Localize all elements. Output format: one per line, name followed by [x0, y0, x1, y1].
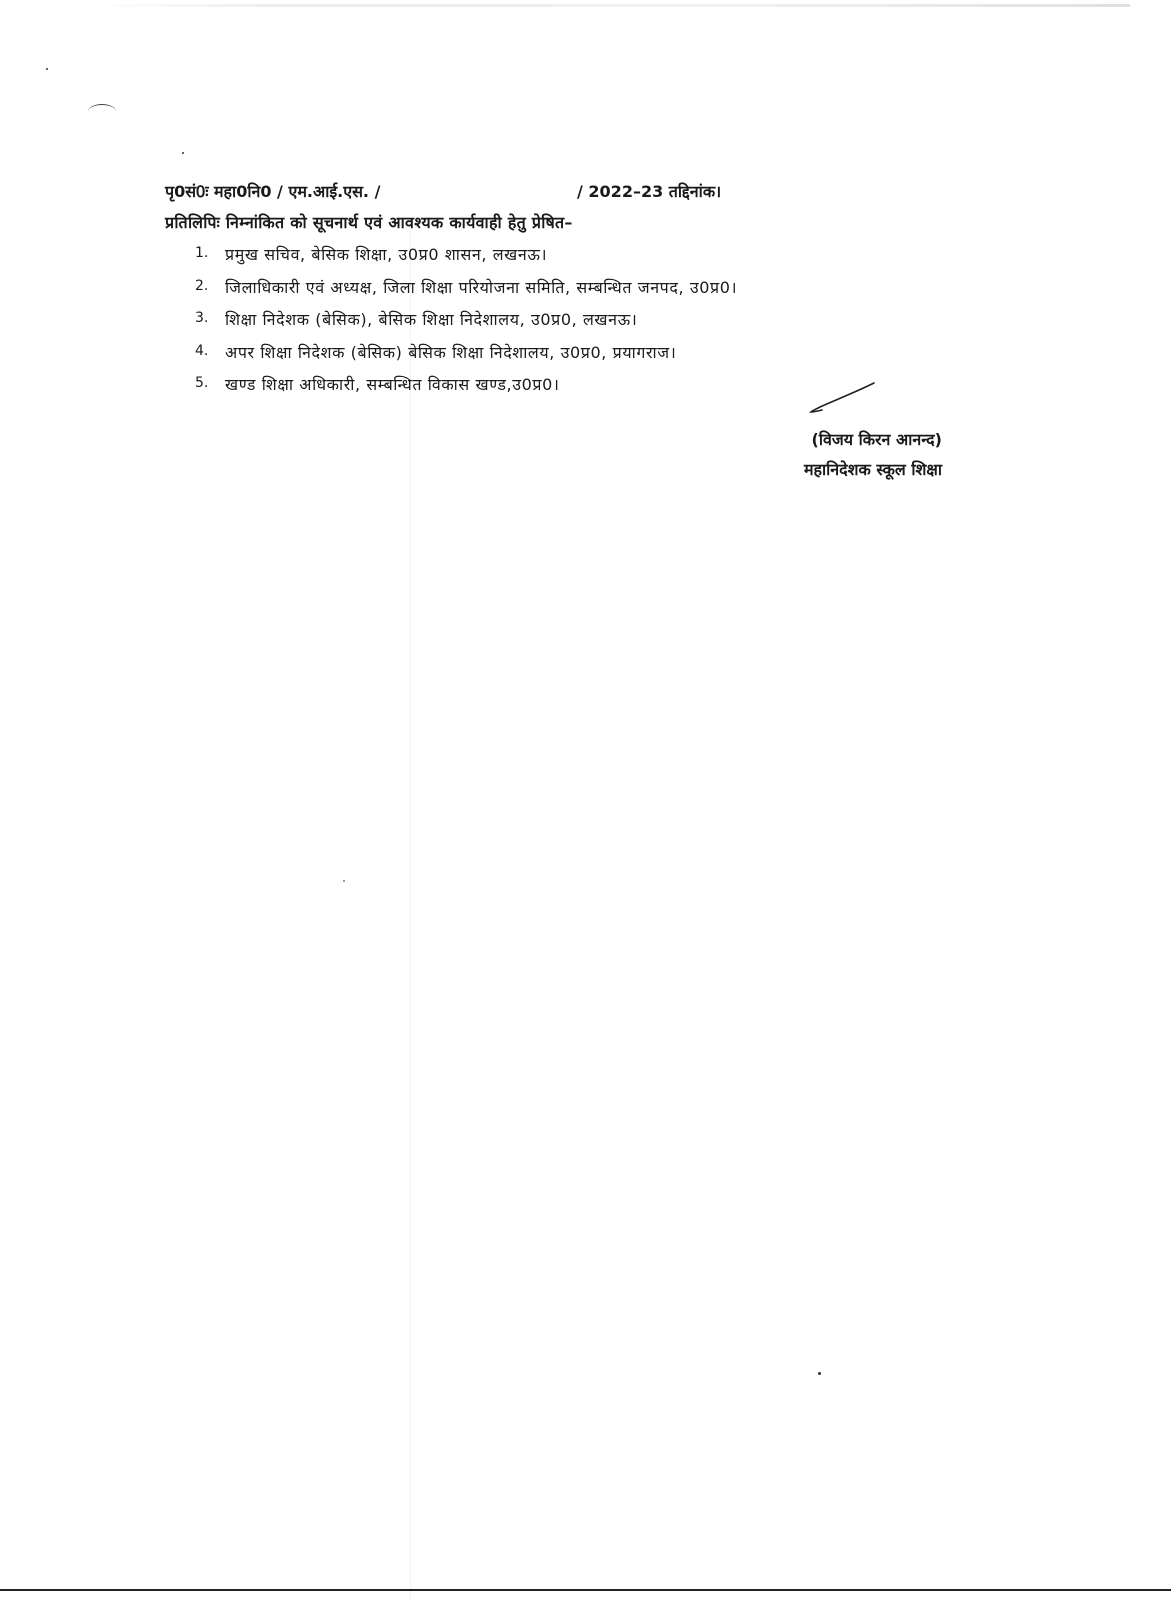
reference-line	[165, 180, 722, 202]
list-item-text: खण्ड शिक्षा अधिकारी, सम्बन्धित विकास खण्ड,उ0प्र0।	[225, 375, 560, 394]
signatory-block	[680, 425, 942, 485]
signatory-name: (विजय किरन आनन्द)	[811, 430, 942, 449]
list-item	[195, 276, 737, 309]
scan-bottom-edge	[0, 1589, 1171, 1591]
list-item-text: जिलाधिकारी एवं अध्यक्ष, जिला शिक्षा परियोजना समिति, सम्बन्धित जनपद, उ0प्र0।	[225, 277, 738, 297]
list-item	[195, 341, 737, 374]
signatory-designation: महानिदेशक स्कूल शिक्षा	[803, 460, 942, 479]
scan-corner-mark	[88, 104, 116, 119]
list-item	[195, 373, 737, 406]
scan-speck	[182, 152, 184, 154]
scan-top-edge	[90, 4, 1130, 7]
scan-speck	[818, 1372, 821, 1375]
copy-forward-heading: प्रतिलिपिः निम्नांकित को सूचनार्थ एवं आवश्यक कार्यवाही हेतु प्रेषित–	[165, 213, 573, 232]
scan-speck	[46, 68, 48, 70]
list-item-text: शिक्षा निदेशक (बेसिक), बेसिक शिक्षा निदेशालय, उ0प्र0, लखनऊ।	[225, 310, 638, 329]
reference-number: पृ0सं0ः महा0नि0 / एम.आई.एस. /	[165, 182, 381, 201]
recipient-list	[195, 243, 737, 406]
list-item	[195, 308, 737, 341]
scan-fold-shadow	[410, 230, 411, 1600]
reference-year-date: / 2022–23 तद्दिनांक।	[577, 182, 722, 201]
list-item	[195, 243, 737, 276]
list-item-text: अपर शिक्षा निदेशक (बेसिक) बेसिक शिक्षा निदेशालय, उ0प्र0, प्रयागराज।	[225, 342, 677, 362]
list-item-text: प्रमुख सचिव, बेसिक शिक्षा, उ0प्र0 शासन, लखनऊ।	[225, 245, 548, 264]
list-item-number: 3.	[195, 310, 209, 326]
handwritten-signature	[808, 381, 878, 415]
list-item-number: 2.	[195, 277, 209, 294]
list-item-number: 4.	[195, 342, 209, 359]
scan-speck	[343, 880, 345, 882]
list-item-number: 5.	[195, 375, 209, 391]
list-item-number: 1.	[195, 245, 209, 261]
